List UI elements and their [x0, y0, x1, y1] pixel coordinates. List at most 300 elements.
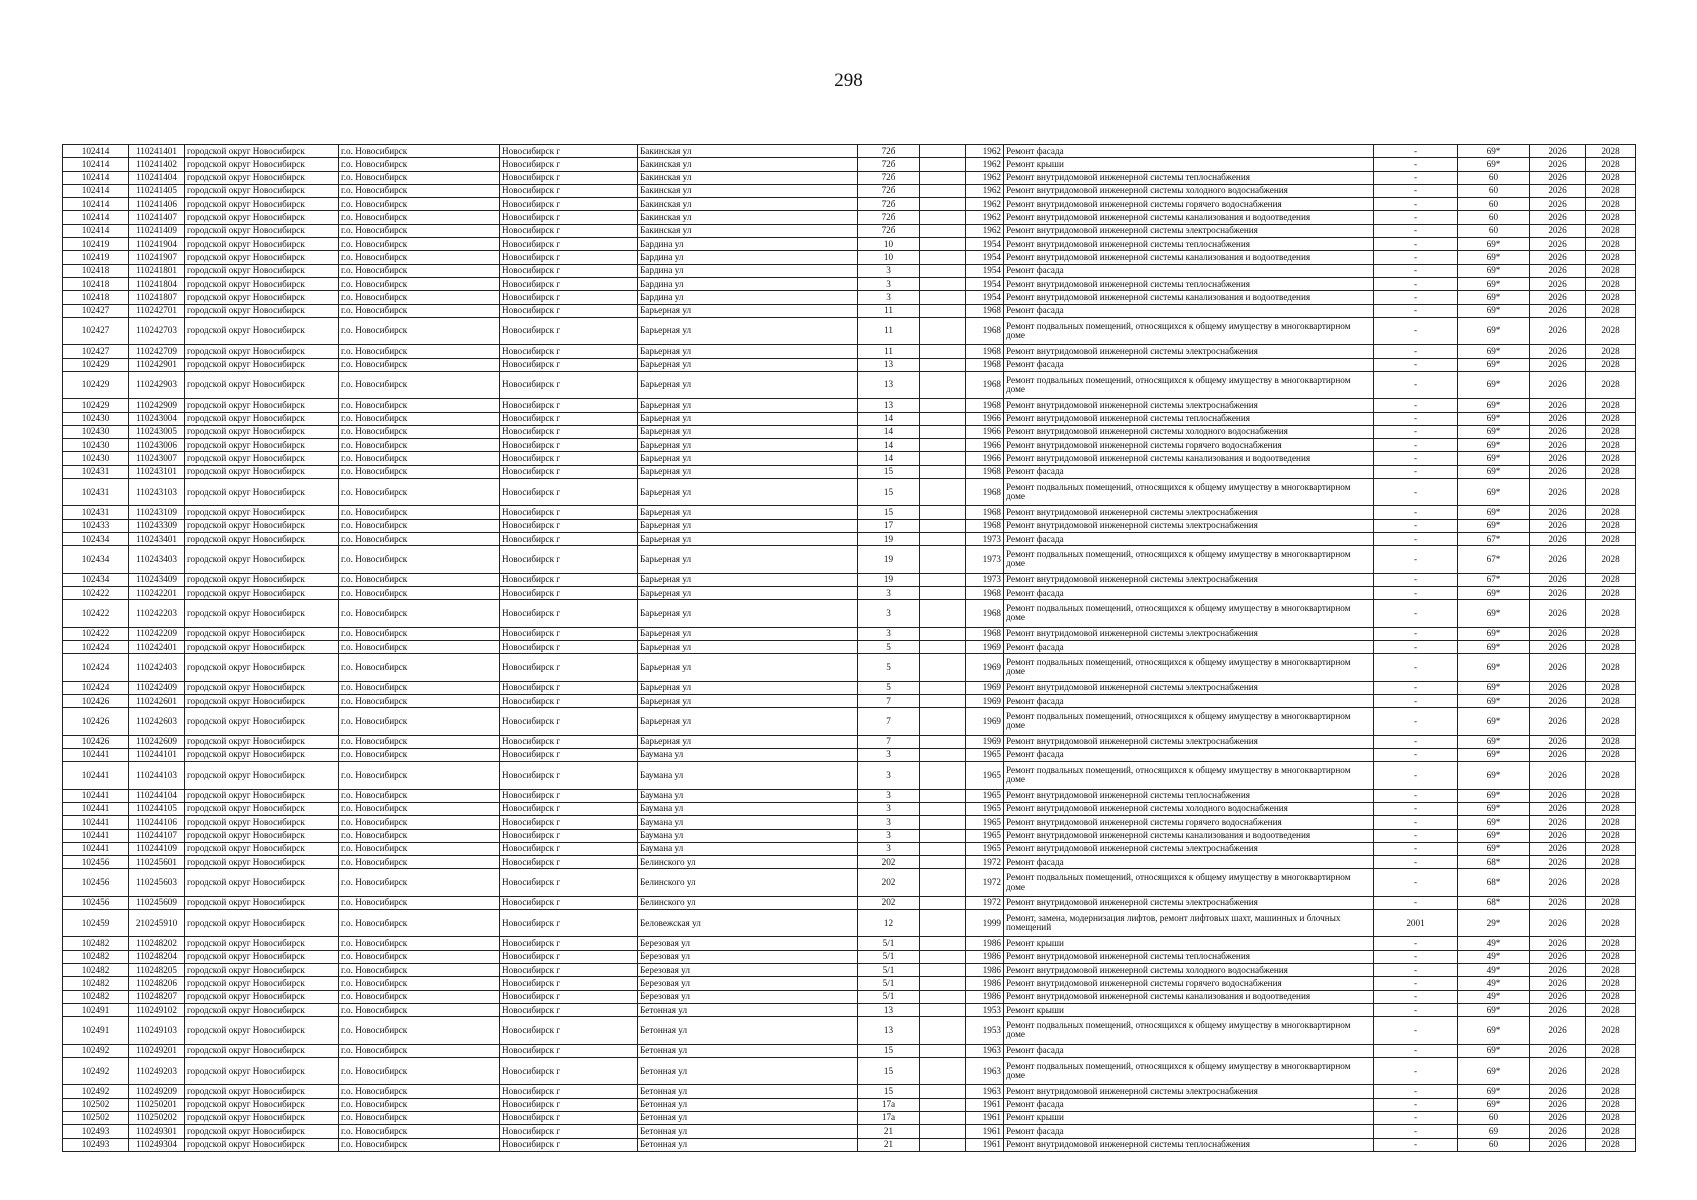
last-repair-year-cell: 2001: [1374, 910, 1458, 937]
municipal-district-cell: городской округ Новосибирск: [185, 708, 339, 735]
work-code-cell: 110242409: [129, 681, 185, 694]
house-id-cell: 102430: [63, 412, 129, 425]
building-cell: [920, 184, 966, 197]
work-type-cell: Ремонт внутридомовой инженерной системы электроснабжения: [1004, 519, 1374, 532]
period-start-cell: 2026: [1530, 399, 1586, 412]
settlement-cell: Новосибирск г: [500, 479, 638, 506]
building-cell: [920, 654, 966, 681]
municipal-formation-cell: г.о. Новосибирск: [339, 251, 500, 264]
street-cell: Бетонная ул: [638, 1057, 858, 1084]
period-start-cell: 2026: [1530, 1017, 1586, 1044]
wear-percent-cell: 60: [1458, 1138, 1530, 1151]
building-cell: [920, 506, 966, 519]
table-row: [63, 654, 1636, 681]
municipal-formation-cell: г.о. Новосибирск: [339, 1057, 500, 1084]
last-repair-year-cell: -: [1374, 238, 1458, 251]
building-cell: [920, 211, 966, 224]
street-cell: Барьерная ул: [638, 533, 858, 546]
last-repair-year-cell: -: [1374, 977, 1458, 990]
work-code-cell: 110249102: [129, 1003, 185, 1016]
municipal-formation-cell: г.о. Новосибирск: [339, 277, 500, 290]
building-cell: [920, 317, 966, 344]
work-type-cell: Ремонт внутридомовой инженерной системы электроснабжения: [1004, 573, 1374, 586]
house-number-cell: 7: [858, 735, 920, 748]
year-built-cell: 1965: [966, 842, 1004, 855]
settlement-cell: Новосибирск г: [500, 627, 638, 640]
settlement-cell: Новосибирск г: [500, 1017, 638, 1044]
house-number-cell: 15: [858, 1085, 920, 1098]
municipal-formation-cell: г.о. Новосибирск: [339, 465, 500, 478]
wear-percent-cell: 69*: [1458, 304, 1530, 317]
municipal-formation-cell: г.о. Новосибирск: [339, 452, 500, 465]
municipal-formation-cell: г.о. Новосибирск: [339, 573, 500, 586]
year-built-cell: 1961: [966, 1098, 1004, 1111]
year-built-cell: 1969: [966, 640, 1004, 653]
house-id-cell: 102441: [63, 762, 129, 789]
period-end-cell: 2028: [1586, 654, 1636, 681]
settlement-cell: Новосибирск г: [500, 533, 638, 546]
period-end-cell: 2028: [1586, 816, 1636, 829]
house-id-cell: 102429: [63, 358, 129, 371]
work-type-cell: Ремонт подвальных помещений, относящихся к общему имуществу в многоквартирном доме: [1004, 600, 1374, 627]
municipal-formation-cell: г.о. Новосибирск: [339, 1138, 500, 1151]
table-row: [63, 573, 1636, 586]
work-code-cell: 110241907: [129, 251, 185, 264]
municipal-district-cell: городской округ Новосибирск: [185, 937, 339, 950]
municipal-formation-cell: г.о. Новосибирск: [339, 317, 500, 344]
period-end-cell: 2028: [1586, 762, 1636, 789]
period-start-cell: 2026: [1530, 546, 1586, 573]
house-id-cell: 102419: [63, 238, 129, 251]
building-cell: [920, 251, 966, 264]
work-code-cell: 110242601: [129, 694, 185, 707]
work-type-cell: Ремонт внутридомовой инженерной системы электроснабжения: [1004, 735, 1374, 748]
table-row: [63, 694, 1636, 707]
street-cell: Барьерная ул: [638, 465, 858, 478]
period-start-cell: 2026: [1530, 748, 1586, 761]
work-code-cell: 110250201: [129, 1098, 185, 1111]
period-start-cell: 2026: [1530, 937, 1586, 950]
period-start-cell: 2026: [1530, 238, 1586, 251]
period-end-cell: 2028: [1586, 1017, 1636, 1044]
work-type-cell: Ремонт фасада: [1004, 694, 1374, 707]
street-cell: Баумана ул: [638, 802, 858, 815]
house-id-cell: 102482: [63, 950, 129, 963]
settlement-cell: Новосибирск г: [500, 304, 638, 317]
settlement-cell: Новосибирск г: [500, 145, 638, 158]
year-built-cell: 1966: [966, 412, 1004, 425]
municipal-formation-cell: г.о. Новосибирск: [339, 937, 500, 950]
settlement-cell: Новосибирск г: [500, 654, 638, 681]
year-built-cell: 1965: [966, 789, 1004, 802]
building-cell: [920, 708, 966, 735]
settlement-cell: Новосибирск г: [500, 465, 638, 478]
house-id-cell: 102422: [63, 627, 129, 640]
street-cell: Барьерная ул: [638, 358, 858, 371]
house-number-cell: 3: [858, 600, 920, 627]
street-cell: Баумана ул: [638, 762, 858, 789]
house-id-cell: 102433: [63, 519, 129, 532]
house-number-cell: 72б: [858, 224, 920, 237]
municipal-district-cell: городской округ Новосибирск: [185, 317, 339, 344]
municipal-formation-cell: г.о. Новосибирск: [339, 211, 500, 224]
house-id-cell: 102459: [63, 910, 129, 937]
year-built-cell: 1968: [966, 465, 1004, 478]
last-repair-year-cell: -: [1374, 345, 1458, 358]
wear-percent-cell: 69*: [1458, 158, 1530, 171]
work-code-cell: 110249209: [129, 1085, 185, 1098]
house-id-cell: 102424: [63, 681, 129, 694]
settlement-cell: Новосибирск г: [500, 762, 638, 789]
year-built-cell: 1972: [966, 869, 1004, 896]
municipal-formation-cell: г.о. Новосибирск: [339, 735, 500, 748]
period-start-cell: 2026: [1530, 694, 1586, 707]
last-repair-year-cell: -: [1374, 950, 1458, 963]
work-type-cell: Ремонт подвальных помещений, относящихся к общему имуществу в многоквартирном доме: [1004, 371, 1374, 398]
wear-percent-cell: 69*: [1458, 708, 1530, 735]
table-row: [63, 896, 1636, 909]
work-type-cell: Ремонт внутридомовой инженерной системы теплоснабжения: [1004, 277, 1374, 290]
period-start-cell: 2026: [1530, 896, 1586, 909]
municipal-district-cell: городской округ Новосибирск: [185, 452, 339, 465]
period-start-cell: 2026: [1530, 371, 1586, 398]
work-code-cell: 110241402: [129, 158, 185, 171]
house-number-cell: 202: [858, 856, 920, 869]
municipal-formation-cell: г.о. Новосибирск: [339, 519, 500, 532]
settlement-cell: Новосибирск г: [500, 1111, 638, 1124]
year-built-cell: 1969: [966, 654, 1004, 681]
house-number-cell: 19: [858, 573, 920, 586]
wear-percent-cell: 69*: [1458, 586, 1530, 599]
municipal-formation-cell: г.о. Новосибирск: [339, 345, 500, 358]
municipal-district-cell: городской округ Новосибирск: [185, 465, 339, 478]
period-end-cell: 2028: [1586, 842, 1636, 855]
house-id-cell: 102430: [63, 439, 129, 452]
municipal-district-cell: городской округ Новосибирск: [185, 896, 339, 909]
building-cell: [920, 829, 966, 842]
street-cell: Барьерная ул: [638, 600, 858, 627]
municipal-district-cell: городской округ Новосибирск: [185, 519, 339, 532]
period-end-cell: 2028: [1586, 1098, 1636, 1111]
period-start-cell: 2026: [1530, 304, 1586, 317]
period-start-cell: 2026: [1530, 1098, 1586, 1111]
table-row: [63, 829, 1636, 842]
work-type-cell: Ремонт внутридомовой инженерной системы электроснабжения: [1004, 345, 1374, 358]
table-row: [63, 304, 1636, 317]
settlement-cell: Новосибирск г: [500, 789, 638, 802]
house-number-cell: 7: [858, 694, 920, 707]
municipal-formation-cell: г.о. Новосибирск: [339, 910, 500, 937]
work-type-cell: Ремонт подвальных помещений, относящихся к общему имуществу в многоквартирном доме: [1004, 869, 1374, 896]
building-cell: [920, 1017, 966, 1044]
municipal-district-cell: городской округ Новосибирск: [185, 910, 339, 937]
settlement-cell: Новосибирск г: [500, 439, 638, 452]
house-id-cell: 102482: [63, 964, 129, 977]
house-number-cell: 3: [858, 586, 920, 599]
period-end-cell: 2028: [1586, 1111, 1636, 1124]
work-type-cell: Ремонт внутридомовой инженерной системы канализования и водоотведения: [1004, 211, 1374, 224]
municipal-formation-cell: г.о. Новосибирск: [339, 1098, 500, 1111]
municipal-formation-cell: г.о. Новосибирск: [339, 1017, 500, 1044]
municipal-district-cell: городской округ Новосибирск: [185, 600, 339, 627]
period-end-cell: 2028: [1586, 1057, 1636, 1084]
work-type-cell: Ремонт внутридомовой инженерной системы электроснабжения: [1004, 842, 1374, 855]
year-built-cell: 1969: [966, 735, 1004, 748]
year-built-cell: 1962: [966, 211, 1004, 224]
table-row: [63, 1111, 1636, 1124]
work-type-cell: Ремонт фасада: [1004, 145, 1374, 158]
period-start-cell: 2026: [1530, 291, 1586, 304]
settlement-cell: Новосибирск г: [500, 211, 638, 224]
period-end-cell: 2028: [1586, 317, 1636, 344]
table-row: [63, 145, 1636, 158]
table-row: [63, 1125, 1636, 1138]
house-id-cell: 102424: [63, 654, 129, 681]
wear-percent-cell: 49*: [1458, 937, 1530, 950]
municipal-formation-cell: г.о. Новосибирск: [339, 586, 500, 599]
building-cell: [920, 399, 966, 412]
municipal-district-cell: городской округ Новосибирск: [185, 412, 339, 425]
municipal-district-cell: городской округ Новосибирск: [185, 586, 339, 599]
table-row: [63, 465, 1636, 478]
municipal-district-cell: городской округ Новосибирск: [185, 184, 339, 197]
building-cell: [920, 1003, 966, 1016]
table-row: [63, 358, 1636, 371]
year-built-cell: 1968: [966, 345, 1004, 358]
municipal-district-cell: городской округ Новосибирск: [185, 238, 339, 251]
wear-percent-cell: 60: [1458, 171, 1530, 184]
year-built-cell: 1968: [966, 399, 1004, 412]
street-cell: Березовая ул: [638, 977, 858, 990]
period-start-cell: 2026: [1530, 816, 1586, 829]
settlement-cell: Новосибирск г: [500, 964, 638, 977]
house-number-cell: 13: [858, 371, 920, 398]
municipal-district-cell: городской округ Новосибирск: [185, 977, 339, 990]
municipal-district-cell: городской округ Новосибирск: [185, 291, 339, 304]
last-repair-year-cell: -: [1374, 1125, 1458, 1138]
wear-percent-cell: 69*: [1458, 1017, 1530, 1044]
work-type-cell: Ремонт крыши: [1004, 1111, 1374, 1124]
year-built-cell: 1965: [966, 762, 1004, 789]
period-end-cell: 2028: [1586, 412, 1636, 425]
work-code-cell: 110242403: [129, 654, 185, 681]
last-repair-year-cell: -: [1374, 412, 1458, 425]
wear-percent-cell: 69*: [1458, 789, 1530, 802]
table-row: [63, 479, 1636, 506]
year-built-cell: 1962: [966, 224, 1004, 237]
period-end-cell: 2028: [1586, 519, 1636, 532]
period-start-cell: 2026: [1530, 465, 1586, 478]
house-id-cell: 102434: [63, 533, 129, 546]
house-number-cell: 11: [858, 345, 920, 358]
year-built-cell: 1986: [966, 937, 1004, 950]
house-id-cell: 102424: [63, 640, 129, 653]
work-code-cell: 110242401: [129, 640, 185, 653]
work-code-cell: 110244103: [129, 762, 185, 789]
house-number-cell: 14: [858, 412, 920, 425]
municipal-district-cell: городской округ Новосибирск: [185, 816, 339, 829]
house-id-cell: 102427: [63, 317, 129, 344]
municipal-district-cell: городской округ Новосибирск: [185, 654, 339, 681]
work-type-cell: Ремонт фасада: [1004, 264, 1374, 277]
street-cell: Бетонная ул: [638, 1098, 858, 1111]
building-cell: [920, 950, 966, 963]
work-type-cell: Ремонт внутридомовой инженерной системы электроснабжения: [1004, 1085, 1374, 1098]
settlement-cell: Новосибирск г: [500, 856, 638, 869]
table-row: [63, 452, 1636, 465]
period-start-cell: 2026: [1530, 439, 1586, 452]
wear-percent-cell: 69*: [1458, 479, 1530, 506]
settlement-cell: Новосибирск г: [500, 345, 638, 358]
table-row: [63, 802, 1636, 815]
municipal-formation-cell: г.о. Новосибирск: [339, 869, 500, 896]
work-code-cell: 110243007: [129, 452, 185, 465]
house-id-cell: 102426: [63, 735, 129, 748]
municipal-formation-cell: г.о. Новосибирск: [339, 640, 500, 653]
street-cell: Березовая ул: [638, 990, 858, 1003]
year-built-cell: 1966: [966, 439, 1004, 452]
house-id-cell: 102414: [63, 171, 129, 184]
wear-percent-cell: 67*: [1458, 533, 1530, 546]
wear-percent-cell: 69*: [1458, 762, 1530, 789]
work-code-cell: 110242709: [129, 345, 185, 358]
year-built-cell: 1966: [966, 425, 1004, 438]
wear-percent-cell: 69*: [1458, 1085, 1530, 1098]
last-repair-year-cell: -: [1374, 869, 1458, 896]
wear-percent-cell: 69*: [1458, 654, 1530, 681]
table-row: [63, 439, 1636, 452]
street-cell: Барьерная ул: [638, 735, 858, 748]
street-cell: Баумана ул: [638, 748, 858, 761]
settlement-cell: Новосибирск г: [500, 1003, 638, 1016]
last-repair-year-cell: -: [1374, 277, 1458, 290]
table-row: [63, 345, 1636, 358]
last-repair-year-cell: -: [1374, 964, 1458, 977]
house-number-cell: 7: [858, 708, 920, 735]
period-end-cell: 2028: [1586, 546, 1636, 573]
house-id-cell: 102422: [63, 586, 129, 599]
settlement-cell: Новосибирск г: [500, 802, 638, 815]
building-cell: [920, 465, 966, 478]
table-row: [63, 627, 1636, 640]
work-code-cell: 110243403: [129, 546, 185, 573]
work-code-cell: 110245609: [129, 896, 185, 909]
settlement-cell: Новосибирск г: [500, 910, 638, 937]
municipal-district-cell: городской округ Новосибирск: [185, 345, 339, 358]
last-repair-year-cell: -: [1374, 586, 1458, 599]
wear-percent-cell: 69*: [1458, 1003, 1530, 1016]
settlement-cell: Новосибирск г: [500, 640, 638, 653]
last-repair-year-cell: -: [1374, 479, 1458, 506]
building-cell: [920, 694, 966, 707]
table-row: [63, 317, 1636, 344]
year-built-cell: 1954: [966, 291, 1004, 304]
work-code-cell: 110243103: [129, 479, 185, 506]
settlement-cell: Новосибирск г: [500, 694, 638, 707]
building-cell: [920, 171, 966, 184]
wear-percent-cell: 69*: [1458, 600, 1530, 627]
house-number-cell: 12: [858, 910, 920, 937]
year-built-cell: 1972: [966, 856, 1004, 869]
settlement-cell: Новосибирск г: [500, 546, 638, 573]
house-id-cell: 102427: [63, 304, 129, 317]
building-cell: [920, 291, 966, 304]
table-row: [63, 224, 1636, 237]
house-id-cell: 102482: [63, 977, 129, 990]
period-end-cell: 2028: [1586, 264, 1636, 277]
municipal-district-cell: городской округ Новосибирск: [185, 506, 339, 519]
house-number-cell: 3: [858, 802, 920, 815]
work-code-cell: 110241401: [129, 145, 185, 158]
work-type-cell: Ремонт внутридомовой инженерной системы электроснабжения: [1004, 506, 1374, 519]
street-cell: Барьерная ул: [638, 345, 858, 358]
house-number-cell: 72б: [858, 184, 920, 197]
wear-percent-cell: 69*: [1458, 694, 1530, 707]
period-start-cell: 2026: [1530, 990, 1586, 1003]
municipal-formation-cell: г.о. Новосибирск: [339, 264, 500, 277]
work-code-cell: 110243109: [129, 506, 185, 519]
year-built-cell: 1968: [966, 358, 1004, 371]
last-repair-year-cell: -: [1374, 640, 1458, 653]
house-number-cell: 15: [858, 479, 920, 506]
period-start-cell: 2026: [1530, 869, 1586, 896]
house-number-cell: 14: [858, 439, 920, 452]
house-number-cell: 10: [858, 238, 920, 251]
street-cell: Барьерная ул: [638, 479, 858, 506]
house-number-cell: 72б: [858, 198, 920, 211]
work-type-cell: Ремонт внутридомовой инженерной системы канализования и водоотведения: [1004, 452, 1374, 465]
municipal-district-cell: городской округ Новосибирск: [185, 681, 339, 694]
municipal-formation-cell: г.о. Новосибирск: [339, 145, 500, 158]
work-code-cell: 110243006: [129, 439, 185, 452]
municipal-formation-cell: г.о. Новосибирск: [339, 977, 500, 990]
settlement-cell: Новосибирск г: [500, 708, 638, 735]
wear-percent-cell: 69*: [1458, 816, 1530, 829]
building-cell: [920, 735, 966, 748]
wear-percent-cell: 69*: [1458, 145, 1530, 158]
table-row: [63, 1017, 1636, 1044]
last-repair-year-cell: -: [1374, 600, 1458, 627]
house-id-cell: 102414: [63, 158, 129, 171]
municipal-district-cell: городской округ Новосибирск: [185, 533, 339, 546]
municipal-formation-cell: г.о. Новосибирск: [339, 358, 500, 371]
work-type-cell: Ремонт внутридомовой инженерной системы холодного водоснабжения: [1004, 425, 1374, 438]
wear-percent-cell: 69*: [1458, 681, 1530, 694]
building-cell: [920, 304, 966, 317]
settlement-cell: Новосибирск г: [500, 1085, 638, 1098]
house-number-cell: 3: [858, 264, 920, 277]
municipal-district-cell: городской округ Новосибирск: [185, 264, 339, 277]
last-repair-year-cell: -: [1374, 748, 1458, 761]
table-row: [63, 412, 1636, 425]
building-cell: [920, 533, 966, 546]
period-start-cell: 2026: [1530, 452, 1586, 465]
last-repair-year-cell: -: [1374, 546, 1458, 573]
period-start-cell: 2026: [1530, 802, 1586, 815]
municipal-district-cell: городской округ Новосибирск: [185, 990, 339, 1003]
last-repair-year-cell: -: [1374, 211, 1458, 224]
municipal-formation-cell: г.о. Новосибирск: [339, 829, 500, 842]
building-cell: [920, 546, 966, 573]
settlement-cell: Новосибирск г: [500, 1138, 638, 1151]
municipal-formation-cell: г.о. Новосибирск: [339, 694, 500, 707]
work-code-cell: 110245603: [129, 869, 185, 896]
building-cell: [920, 802, 966, 815]
period-start-cell: 2026: [1530, 184, 1586, 197]
house-number-cell: 11: [858, 317, 920, 344]
work-code-cell: 110242901: [129, 358, 185, 371]
last-repair-year-cell: -: [1374, 1003, 1458, 1016]
